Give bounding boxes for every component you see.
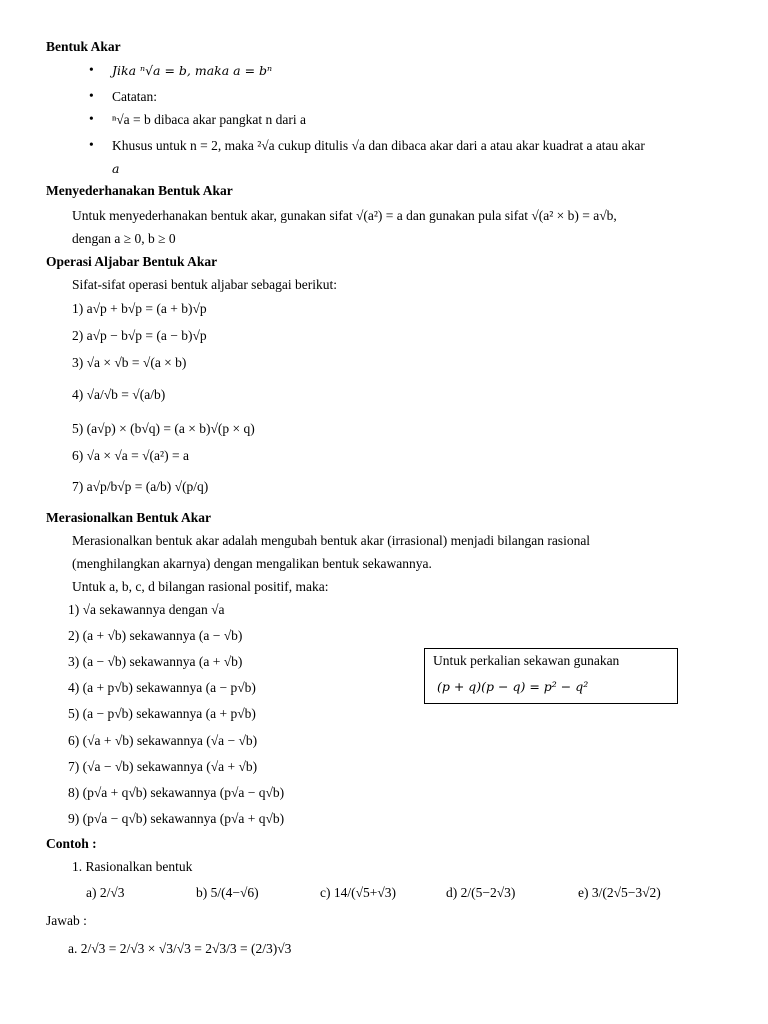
bullet-text-continued: a <box>112 161 120 176</box>
property-item: 1) a√p + b√p = (a + b)√p <box>72 301 207 316</box>
tip-formula: (p + q)(p − q) = p² − q² <box>437 679 589 694</box>
tip-title: Untuk perkalian sekawan gunakan <box>433 653 620 668</box>
bullet-text: ⁿ√a = b dibaca akar pangkat n dari a <box>112 112 306 127</box>
example-option: d) 2/(5−2√3) <box>446 885 516 900</box>
example-option: b) 5/(4−√6) <box>196 885 259 900</box>
property-item: 5) (a√p) × (b√q) = (a × b)√(p × q) <box>72 421 255 436</box>
example-option: c) 14/(√5+√3) <box>320 885 397 900</box>
section-title-bentuk-akar: Bentuk Akar <box>46 39 121 54</box>
bullet-icon: • <box>89 111 94 126</box>
conjugate-item: 6) (√a + √b) sekawannya (√a − √b) <box>68 733 258 748</box>
property-item: 3) √a × √b = √(a × b) <box>72 355 187 370</box>
conjugate-item: 1) √a sekawannya dengan √a <box>68 602 225 617</box>
conjugate-item: 3) (a − √b) sekawannya (a + √b) <box>68 654 243 669</box>
bullet-text: Khusus untuk n = 2, maka ²√a cukup ditulis √a dan dibaca akar dari a atau akar kuadrat a atau akar <box>112 138 645 153</box>
bullet-icon: • <box>89 137 94 152</box>
conjugate-item: 7) (√a − √b) sekawannya (√a + √b) <box>68 759 258 774</box>
conjugate-item: 5) (a − p√b) sekawannya (a + p√b) <box>68 706 256 721</box>
paragraph-line: Untuk a, b, c, d bilangan rasional positif, maka: <box>72 579 329 594</box>
property-item: 6) √a × √a = √(a²) = a <box>72 448 189 463</box>
answer-a: a. 2/√3 = 2/√3 × √3/√3 = 2√3/3 = (2/3)√3 <box>68 941 292 956</box>
property-item: 2) a√p − b√p = (a − b)√p <box>72 328 207 343</box>
conjugate-item: 8) (p√a + q√b) sekawannya (p√a − q√b) <box>68 785 285 800</box>
paragraph-line: (menghilangkan akarnya) dengan mengalikan bentuk sekawannya. <box>72 556 432 571</box>
conjugate-item: 2) (a + √b) sekawannya (a − √b) <box>68 628 243 643</box>
property-item: 4) √a/√b = √(a/b) <box>72 387 166 402</box>
property-item: 7) a√p/b√p = (a/b) √(p/q) <box>72 479 209 494</box>
paragraph-line: dengan a ≥ 0, b ≥ 0 <box>72 231 176 246</box>
bullet-text: Jika ⁿ√a = b, maka a = bⁿ <box>112 63 273 78</box>
conjugate-item: 9) (p√a − q√b) sekawannya (p√a + q√b) <box>68 811 285 826</box>
section-title-contoh: Contoh : <box>46 836 97 851</box>
section-title-operasi: Operasi Aljabar Bentuk Akar <box>46 254 218 269</box>
example-option: e) 3/(2√5−3√2) <box>578 885 661 900</box>
example-option: a) 2/√3 <box>86 885 125 900</box>
paragraph-line: Sifat-sifat operasi bentuk aljabar sebagai berikut: <box>72 277 338 292</box>
conjugate-tip-box <box>424 648 678 704</box>
paragraph-line: Untuk menyederhanakan bentuk akar, gunakan sifat √(a²) = a dan gunakan pula sifat √(a² × b) = a√b, <box>72 208 617 223</box>
section-title-merasionalkan: Merasionalkan Bentuk Akar <box>46 510 212 525</box>
bullet-text: Catatan: <box>112 89 157 104</box>
paragraph-line: Merasionalkan bentuk akar adalah mengubah bentuk akar (irrasional) menjadi bilangan rasional <box>72 533 591 548</box>
answer-label: Jawab : <box>46 913 87 928</box>
bullet-icon: • <box>89 62 94 77</box>
bullet-icon: • <box>89 88 94 103</box>
example-question: 1. Rasionalkan bentuk <box>72 859 193 874</box>
conjugate-item: 4) (a + p√b) sekawannya (a − p√b) <box>68 680 256 695</box>
section-title-menyederhanakan: Menyederhanakan Bentuk Akar <box>46 183 233 198</box>
